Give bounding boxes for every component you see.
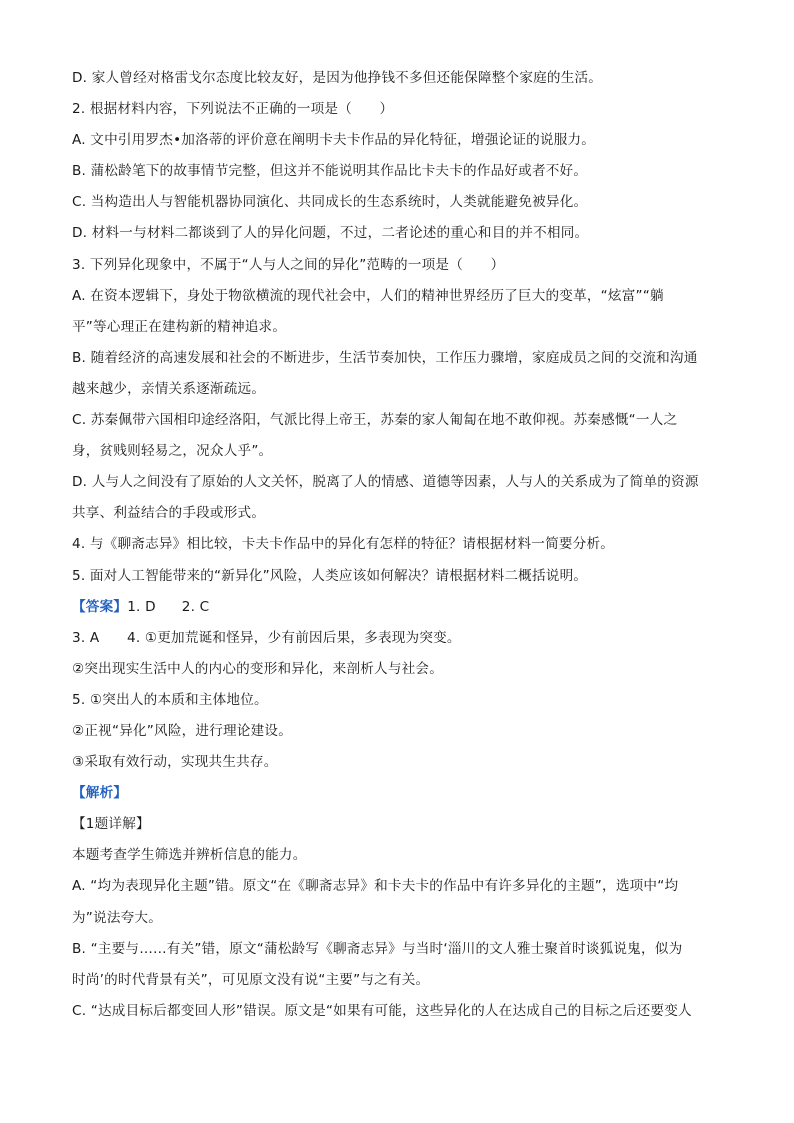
option-line: B. 蒲松龄笔下的故事情节完整，但这并不能说明其作品比卡夫卡的作品好或者不好。: [72, 163, 588, 180]
option-line: A. 在资本逻辑下，身处于物欲横流的现代社会中，人们的精神世界经历了巨大的变革，“炫富”“躺: [72, 287, 664, 304]
answer-label: 【答案】: [72, 598, 128, 615]
detail-line-continued: 为”说法夸大。: [72, 909, 163, 926]
question-2: 2. 根据材料内容，下列说法不正确的一项是（ ）: [72, 101, 394, 118]
option-line: A. 文中引用罗杰•加洛蒂的评价意在阐明卡夫卡作品的异化特征，增强论证的说服力。: [72, 132, 596, 149]
document-page: [72, 63, 722, 1027]
question-3: 3. 下列异化现象中，不属于“人与人之间的异化”范畴的一项是（ ）: [72, 256, 505, 273]
detail-heading: 【1题详解】: [72, 816, 150, 833]
answer-line: ②突出现实生活中人的内心的变形和异化，来剖析人与社会。: [72, 660, 444, 677]
option-line-continued: 平”等心理正在建构新的精神追求。: [72, 318, 287, 335]
option-line: C. 当构造出人与智能机器协同演化、共同成长的生态系统时，人类就能避免被异化。: [72, 194, 588, 211]
detail-line-continued: 时尚’的时代背景有关”，可见原文没有说“主要”与之有关。: [72, 971, 430, 988]
detail-line: 本题考查学生筛选并辨析信息的能力。: [72, 847, 307, 864]
answer-line: [72, 592, 722, 623]
option-line: D. 人与人之间没有了原始的人文关怀，脱离了人的情感、道德等因素，人与人的关系成为了简单的资源: [72, 474, 699, 491]
detail-line: A. “均为表现异化主题”错。原文“在《聊斋志异》和卡夫卡的作品中有许多异化的主题”，选项中“均: [72, 878, 679, 895]
answer-line: ②正视“异化”风险，进行理论建设。: [72, 722, 292, 739]
question-5: 5. 面对人工智能带来的“新异化”风险，人类应该如何解决？请根据材料二概括说明。: [72, 567, 588, 584]
option-line-continued: 身，贫贱则轻易之，况众人乎”。: [72, 443, 273, 460]
option-line: C. 苏秦佩带六国相印途经洛阳，气派比得上帝王，苏秦的家人匍匐在地不敢仰视。苏秦感慨“一人之: [72, 412, 678, 429]
option-line: B. 随着经济的高速发展和社会的不断进步，生活节奏加快，工作压力骤增，家庭成员之间的交流和沟通: [72, 349, 698, 366]
answer-2: 2. C: [181, 598, 210, 615]
answer-line: ③采取有效行动，实现共生共存。: [72, 754, 278, 771]
analysis-label: 【解析】: [72, 785, 128, 802]
detail-line: C. “达成目标后都变回人形”错误。原文是“如果有可能，这些异化的人在达成自己的目标之后还要变人: [72, 1002, 692, 1019]
answer-line: 5. ①突出人的本质和主体地位。: [72, 691, 268, 708]
answer-1: 1. D: [127, 598, 156, 615]
text-line: D. 家人曾经对格雷戈尔态度比较友好，是因为他挣钱不多但还能保障整个家庭的生活。: [72, 70, 603, 86]
option-line-continued: 共享、利益结合的手段或形式。: [72, 505, 266, 522]
question-4: 4. 与《聊斋志异》相比较，卡夫卡作品中的异化有怎样的特征？请根据材料一简要分析。: [72, 536, 615, 553]
option-line: D. 材料一与材料二都谈到了人的异化问题，不过，二者论述的重心和目的并不相同。: [72, 225, 589, 242]
option-line-continued: 越来越少，亲情关系逐渐疏远。: [72, 380, 266, 397]
detail-line: B. “主要与……有关”错，原文“蒲松龄写《聊斋志异》与当时‘淄川的文人雅士聚首时谈狐说鬼，似为: [72, 940, 683, 957]
answer-line: 3. A 4. ①更加荒诞和怪异，少有前因后果，多表现为突变。: [72, 629, 461, 646]
